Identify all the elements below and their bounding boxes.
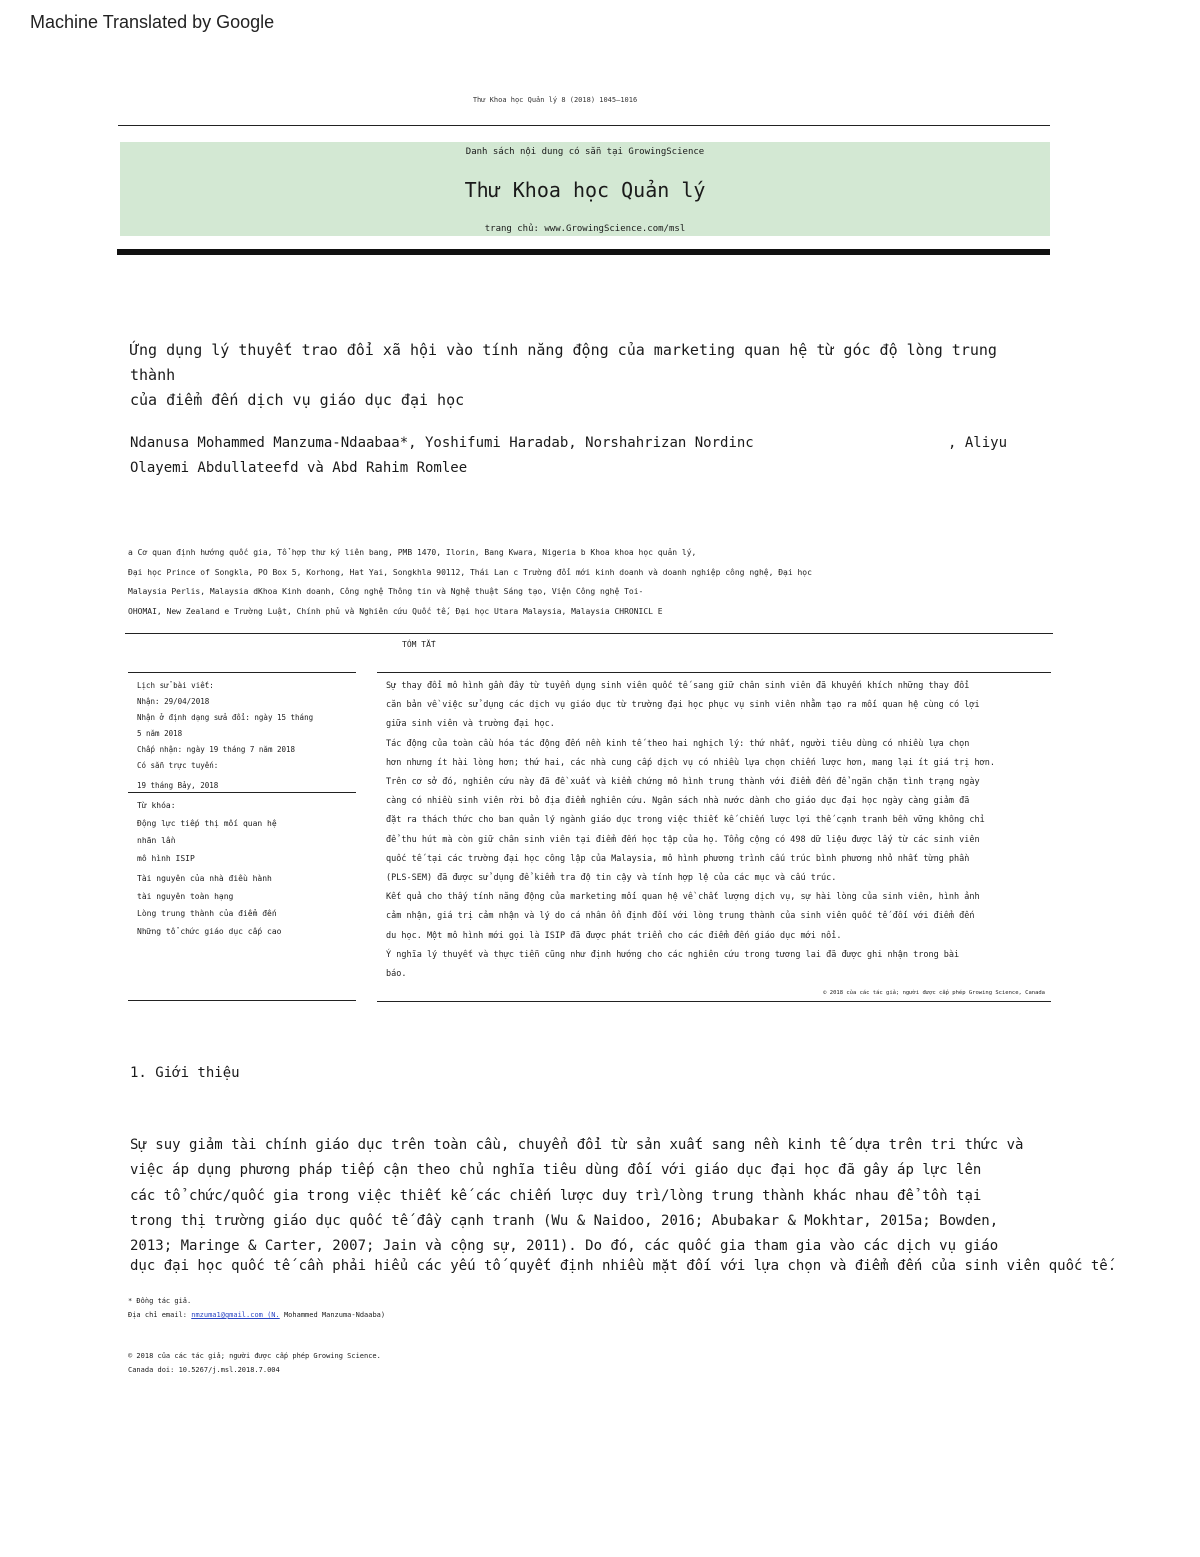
affiliation-line: Malaysia Perlis, Malaysia dKhoa Kinh doanh, Công nghệ Thông tin và Nghệ thuật Sáng tạo, Viện Công nghệ Toi- — [128, 587, 644, 597]
email-label: Địa chỉ email: — [128, 1311, 188, 1319]
body-line: 2013; Maringe & Carter, 2007; Jain và cộng sự, 2011). Do đó, các quốc gia tham gia vào các dịch vụ giáo — [130, 1238, 999, 1255]
availability-line: Danh sách nội dung có sẵn tại GrowingScience — [465, 147, 705, 157]
title-line: Ứng dụng lý thuyết trao đổi xã hội vào tính năng động của marketing quan hệ từ góc độ lòng trung thành — [130, 341, 997, 384]
keywords-rule — [128, 792, 356, 793]
body-paragraph — [130, 1133, 1160, 1280]
info-bottom-rule — [128, 1000, 356, 1001]
abstract-line: đặt ra thách thức cho ban quản lý ngành giáo dục trong việc thiết kế chiến lược lợi thế cạnh tranh bền vững không chỉ — [386, 815, 985, 826]
body-line: các tổ chức/quốc gia trong việc thiết kế các chiến lược duy trì/lòng trung thành khác nhau để tồn tại — [130, 1187, 982, 1204]
email-line — [128, 1308, 628, 1322]
keyword: Lòng trung thành của điểm đến — [137, 909, 277, 918]
abstract-line: cảm nhận, giá trị cảm nhận và lý do cá nhân ổn định đối với lòng trung thành của sinh viên quốc tế đối với điểm đến — [386, 911, 975, 922]
keyword: Những tổ chức giáo dục cấp cao — [137, 926, 282, 936]
abstract-line: quốc tế tại các trường đại học công lập của Malaysia, mô hình phương trình cấu trúc bình phương nhỏ nhất từng phần — [386, 853, 970, 864]
accepted-date: Chấp nhận: ngày 19 tháng 7 năm 2018 — [137, 745, 296, 754]
header-top-rule — [118, 125, 1050, 126]
abstract-line: báo. — [386, 969, 407, 980]
abstract-heading: TÓM TẮT — [402, 640, 436, 649]
header-thick-rule — [117, 249, 1050, 255]
corresponding-label: * Đồng tác giả. — [128, 1297, 192, 1305]
email-name: Mohammed Manzuma-Ndaaba) — [283, 1311, 386, 1319]
journal-banner — [120, 142, 1050, 236]
history-heading: Lịch sử bài viết: — [137, 681, 214, 690]
keywords-heading: Từ khóa: — [137, 801, 176, 810]
abstract-column-rule — [377, 672, 1051, 673]
affiliation-line: a Cơ quan định hướng quốc gia, Tổ hợp thư ký liên bang, PMB 1470, Ilorin, Bang Kwara, Nigeria b Khoa khoa học quản lý, — [128, 548, 697, 557]
body-line: dục đại học quốc tế cần phải hiểu các yếu tố quyết định nhiều mặt đối với lựa chọn và điểm đến của sinh viên quốc tế. — [130, 1258, 1117, 1275]
info-column-rule — [128, 672, 356, 673]
abstract-line: Ý nghĩa lý thuyết và thực tiễn cũng như định hướng cho các nghiên cứu trong tương lai đã được ghi nhận trong bài — [386, 949, 960, 960]
authors-line-end: , Aliyu — [948, 435, 1008, 451]
article-history — [137, 678, 357, 794]
keyword: tài nguyên toàn hạng — [137, 891, 234, 901]
abstract-line: căn bản về việc sử dụng các dịch vụ giáo dục từ trường đại học phục vụ sinh viên nhằm tạo ra mối quan hệ cùng có lợi — [386, 700, 980, 711]
body-line: việc áp dụng phương pháp tiếp cận theo chủ nghĩa tiêu dùng đối với giáo dục đại học đã gây áp lực lên — [130, 1162, 982, 1179]
authors-line: Olayemi Abdullateefd và Abd Rahim Romlee — [130, 460, 468, 476]
received-date: Nhận: 29/04/2018 — [137, 697, 210, 706]
abstract-line: Trên cơ sở đó, nghiên cứu này đã đề xuất và kiểm chứng mô hình trung thành với điểm đến để ngăn chặn tình trạng ngày — [386, 777, 980, 788]
abstract-line: hơn nhưng ít hài lòng hơn; thứ hai, các nhà cung cấp dịch vụ có nhiều lựa chọn chiến lược hơn, mang lại ít giá trị hơn. — [386, 757, 995, 768]
affiliation-line: Đại học Prince of Songkla, PO Box 5, Korhong, Hat Yai, Songkhla 90112, Thái Lan c Trường đổi mới kinh doanh và doanh nghiệp công nghệ, Đại học — [128, 567, 812, 577]
affiliations — [128, 543, 948, 621]
abstract-bottom-rule — [377, 1001, 1051, 1002]
online-label: Có sẵn trực tuyến: — [137, 761, 219, 770]
author-list — [130, 431, 1030, 481]
revised-date: 5 năm 2018 — [137, 729, 183, 738]
abstract-line: du học. Một mô hình mới gọi là ISIP đã được phát triển cho các điểm đến giáo dục mới nổi. — [386, 930, 842, 941]
info-top-rule — [125, 633, 1053, 634]
abstract-copyright: © 2018 của các tác giả; người được cấp phép Growing Science, Canada — [823, 990, 1045, 996]
keyword: Động lực tiếp thị mối quan hệ — [137, 818, 277, 828]
revised-date: Nhận ở định dạng sửa đổi: ngày 15 tháng — [137, 713, 314, 722]
journal-reference: Thư Khoa học Quản lý 8 (2018) 1045–1016 — [472, 96, 638, 104]
journal-name: Thư Khoa học Quản lý — [464, 178, 706, 202]
email-link[interactable]: nmzuma1@gmail.com (N. — [191, 1311, 280, 1319]
machine-translated-watermark: Machine Translated by Google — [30, 12, 275, 32]
keyword: Tài nguyên của nhà điều hành — [137, 874, 272, 883]
doi-line: Canada doi: 10.5267/j.msl.2018.7.004 — [128, 1366, 280, 1374]
copyright-footnote — [128, 1349, 628, 1377]
abstract-line: để thu hút mà còn giữ chân sinh viên tại điểm đến học tập của họ. Tổng cộng có 498 dữ liệu được lấy từ các sinh viên — [386, 834, 980, 845]
abstract-body — [386, 677, 1056, 984]
keyword: mô hình ISIP — [137, 853, 195, 863]
abstract-line: Tác động của toàn cầu hóa tác động đến nền kinh tế theo hai nghịch lý: thứ nhất, người tiêu dùng có nhiều lựa chọn — [386, 738, 970, 749]
body-line: trong thị trường giáo dục quốc tế đầy cạnh tranh (Wu & Naidoo, 2016; Abubakar & Mokhtar, 2015a; Bowden, — [130, 1212, 999, 1229]
body-line: Sự suy giảm tài chính giáo dục trên toàn cầu, chuyển đổi từ sản xuất sang nền kinh tế dựa trên tri thức và — [130, 1137, 1024, 1153]
authors-line: Ndanusa Mohammed Manzuma-Ndaabaa*, Yoshifumi Haradab, Norshahrizan Nordinc — [130, 435, 754, 451]
journal-homepage-link[interactable]: trang chủ: www.GrowingScience.com/msl — [484, 224, 686, 234]
keywords — [137, 797, 357, 940]
abstract-line: (PLS-SEM) đã được sử dụng để kiểm tra độ tin cậy và tính hợp lệ của các mục và cấu trúc. — [386, 873, 837, 884]
corresponding-author-footnote — [128, 1294, 628, 1322]
section-heading: 1. Giới thiệu — [130, 1065, 240, 1081]
abstract-line: càng có nhiều sinh viên rời bỏ địa điểm nghiên cứu. Ngân sách nhà nước dành cho giáo dục đại học ngày càng giảm đã — [386, 796, 970, 807]
copyright-line: © 2018 của các tác giả; người được cấp phép Growing Science. — [128, 1352, 381, 1360]
abstract-line: Sự thay đổi mô hình gần đây từ tuyển dụng sinh viên quốc tế sang giữ chân sinh viên đã khuyến khích những thay đổi — [386, 681, 970, 691]
article-title — [130, 338, 1030, 413]
keyword: nhãn lần — [137, 836, 176, 845]
abstract-line: Kết quả cho thấy tính năng động của marketing mối quan hệ về chất lượng dịch vụ, sự hài lòng của sinh viên, hình ảnh — [386, 892, 980, 903]
abstract-line: giữa sinh viên và trường đại học. — [386, 719, 555, 730]
title-line: của điểm đến dịch vụ giáo dục đại học — [130, 391, 465, 409]
affiliation-line: OHOMAI, New Zealand e Trường Luật, Chính phủ và Nghiên cứu Quốc tế, Đại học Utara Malaysia, Malaysia CHRONICL E — [128, 606, 663, 616]
online-date: 19 tháng Bảy, 2018 — [137, 781, 219, 790]
